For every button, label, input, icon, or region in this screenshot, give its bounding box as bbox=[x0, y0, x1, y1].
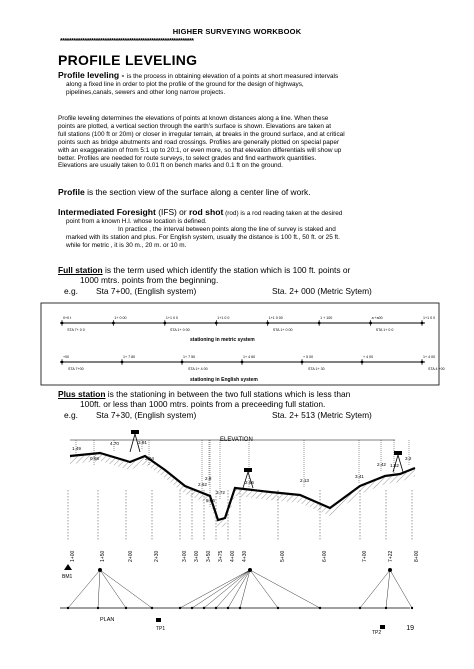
station-bottom-label: STA 1+ 0 0 bbox=[375, 328, 394, 332]
rod-reading: 1.62 bbox=[390, 463, 399, 468]
station-top-label: 1+ 4 00 bbox=[423, 355, 436, 359]
profile-definition bbox=[58, 188, 418, 198]
plan-station-point bbox=[385, 607, 387, 609]
plus-station-definition bbox=[58, 390, 418, 409]
plan-sight-ray bbox=[98, 570, 100, 608]
station-bottom-label: STA 1+ 0 00 bbox=[272, 328, 293, 332]
page-number: 19 bbox=[406, 625, 414, 632]
plan-sight-rays bbox=[64, 564, 413, 629]
rod-reading: 2.62 bbox=[198, 482, 207, 487]
profile-plan-figure bbox=[40, 420, 430, 650]
plan-mark-tp2: TP2 bbox=[372, 630, 382, 636]
station-top-label: + 4 00 bbox=[363, 355, 374, 359]
running-header: HIGHER SURVEYING WORKBOOK bbox=[172, 27, 302, 36]
plan-label: PLAN bbox=[100, 617, 115, 623]
profile-station-label: 2+00 bbox=[128, 550, 134, 562]
plan-station-point bbox=[411, 607, 413, 609]
ifs-definition bbox=[58, 208, 418, 250]
rod-readings bbox=[72, 440, 412, 508]
term-ifs: Intermediated Foresight bbox=[58, 207, 156, 217]
station-top-label: + 5 00 bbox=[303, 355, 314, 359]
plus-station-text-1: is the stationing in between the two full stations which is less than bbox=[105, 389, 351, 399]
station-labels bbox=[68, 490, 420, 562]
rod-reading: 0.68 bbox=[90, 456, 99, 461]
plan-sight-ray bbox=[100, 570, 152, 608]
stationing-figure bbox=[40, 302, 445, 386]
plan-station-point bbox=[125, 607, 127, 609]
plan-station-point bbox=[151, 607, 153, 609]
rod-reading: 2.42 bbox=[377, 462, 386, 467]
ifs-abbr: (IFS) or bbox=[155, 207, 189, 217]
station-top-label: 1+ 7 80 bbox=[123, 355, 136, 359]
paragraph-line: Elevations are usually taken to 0.01 ft on bench marks and 0.1 ft on the ground. bbox=[58, 162, 283, 170]
station-top-label: +00 bbox=[63, 355, 70, 359]
plan-sight-ray bbox=[250, 570, 278, 608]
station-top-label: 1+ 0 00 bbox=[114, 316, 127, 320]
plan-sight-ray bbox=[180, 570, 250, 608]
rod-reading: 3.2 bbox=[405, 456, 412, 461]
plan-station-point bbox=[277, 607, 279, 609]
rod-reading: 4.70 bbox=[110, 441, 119, 446]
plus-example-english: Sta 7+30, (English system) bbox=[96, 410, 197, 420]
full-station-text-1: is the term used which identify the station which is 100 ft. points or bbox=[102, 265, 351, 275]
plan-sight-ray bbox=[390, 570, 412, 608]
plan-station-point bbox=[67, 607, 69, 609]
profile-station-label: 3+75 bbox=[218, 550, 224, 562]
paragraph-line: points such as bridge abutments and road crossings. Profiles are generally plotted on special paper bbox=[58, 138, 339, 146]
rod-reading: 2.04 bbox=[145, 456, 154, 461]
rod-reading: 2.8 bbox=[205, 476, 212, 481]
profile-station-label: 7+22 bbox=[388, 550, 394, 562]
station-bottom-label: STA 7+ 0 0 bbox=[67, 328, 85, 332]
rod-reading: 2.13 bbox=[300, 478, 309, 483]
english-ticks bbox=[61, 355, 445, 371]
plan-sight-ray bbox=[386, 570, 390, 608]
rod-reading: 3.41 bbox=[355, 474, 364, 479]
instrument-2 bbox=[243, 468, 253, 488]
def-text-1: is the process in obtaining elevation of a points at short measured intervals bbox=[126, 73, 339, 80]
term-profile-leveling: Profile leveling bbox=[58, 70, 120, 80]
plan-station-point bbox=[319, 607, 321, 609]
page-title: PROFILE LEVELING bbox=[58, 52, 198, 68]
plan-station-point bbox=[215, 607, 217, 609]
profile-station-label: 7+00 bbox=[362, 550, 368, 562]
plan-station-point bbox=[97, 607, 99, 609]
paragraph-line: points are plotted, a vertical section through the earth's surface is shown. Elevations are taken at bbox=[58, 122, 331, 130]
plan-station-point bbox=[239, 607, 241, 609]
ground-hatch bbox=[70, 453, 415, 528]
profile-station-label: 4+00 bbox=[230, 550, 236, 562]
profile-station-label: 3+00 bbox=[182, 550, 188, 562]
plus-example-metric: Sta. 2+ 513 (Metric Sytem) bbox=[272, 410, 372, 420]
header-separator: ************************************************************ bbox=[60, 38, 194, 45]
plan-station-point bbox=[179, 607, 181, 609]
plan-sight-ray bbox=[360, 570, 390, 608]
paragraph-line: Profile leveling determines the elevations of points at known distances along a line. When these bbox=[58, 115, 329, 122]
def-text-3: pipelines,canals, sewers and other long narrow projects. bbox=[66, 88, 226, 96]
station-top-label: 1+1 0 0 bbox=[165, 316, 178, 320]
plan-sight-ray bbox=[68, 570, 100, 608]
ifs-text-2: point from a known H.I. whose location is defined. bbox=[66, 217, 207, 225]
plan-station-point bbox=[227, 607, 229, 609]
ifs-text-4: marked with its station and plus. For English system, usually the distance is 100 ft., 50 ft. or 25 ft. bbox=[66, 233, 340, 241]
profile-station-label: 1+00 bbox=[70, 550, 76, 562]
profile-def-text: is the section view of the surface along a center line of work. bbox=[84, 187, 311, 197]
tp1-marker bbox=[156, 618, 161, 622]
station-bottom-label: STA 1+ 0 00 bbox=[170, 328, 190, 332]
instrument-3 bbox=[393, 451, 403, 472]
term-full-station: Full station bbox=[58, 265, 103, 275]
metric-ticks bbox=[61, 316, 435, 332]
station-bottom-label: STA 1+ 30 bbox=[308, 367, 325, 371]
eg-label: e.g. bbox=[64, 286, 78, 296]
rod-reading: 1.49 bbox=[72, 446, 81, 451]
term-rod-shot: rod shot bbox=[188, 207, 224, 217]
station-top-label: 1 + 100 bbox=[320, 316, 333, 320]
station-bottom-label: STA 4 +00 bbox=[428, 367, 445, 371]
profile-station-label: 5+00 bbox=[280, 550, 286, 562]
station-bottom-label: STA 7+00 bbox=[68, 367, 84, 371]
rod-reading: 3.91 bbox=[138, 440, 147, 445]
profile-station-label: 1+50 bbox=[100, 550, 106, 562]
plan-sight-ray bbox=[100, 570, 126, 608]
rod-reading: 3.72 bbox=[216, 490, 225, 495]
rod-reading: 2.56 bbox=[245, 480, 254, 485]
paragraph-line: with an exaggeration of from 5:1 up to 20:1, or even more, so that elevation differentials will show up bbox=[58, 146, 342, 154]
paragraph-line: full stations (100 ft or 20m) or closer in irregular terrain, at breaks in the ground surface, and at critical bbox=[58, 130, 345, 138]
term-plus-station: Plus station bbox=[58, 389, 106, 399]
term-dash: - bbox=[119, 70, 127, 80]
def-text-2: along a fixed line in order to plot the profile of the ground for the design of highways, bbox=[66, 80, 304, 88]
profile-station-label: 6+00 bbox=[322, 550, 328, 562]
station-bottom-label: STA 1+ 4 00 bbox=[188, 367, 208, 371]
plan-sight-ray bbox=[204, 570, 250, 608]
station-top-label: 1+1 0 0 bbox=[217, 316, 230, 320]
profile-leveling-definition bbox=[58, 72, 418, 97]
metric-caption: stationing in metric system bbox=[190, 337, 255, 343]
plan-station-point bbox=[203, 607, 205, 609]
profile-leveling-paragraph bbox=[58, 115, 418, 170]
plan-mark-tp1: TP1 bbox=[156, 626, 166, 632]
paragraph-line: better. Profiles are needed for route surveys, to select grades and find earthwork quantities. bbox=[58, 154, 317, 162]
full-station-text-2: 1000 mtrs. points from the beginning. bbox=[80, 274, 219, 285]
plan-sight-ray bbox=[250, 570, 320, 608]
station-top-label: 1+1 0 00 bbox=[268, 316, 283, 320]
station-top-label: 1+ 4 60 bbox=[243, 355, 256, 359]
rod-reading: 8.06 bbox=[206, 498, 215, 503]
plan-station-point bbox=[359, 607, 361, 609]
elevation-label: ELEVATION bbox=[220, 437, 253, 443]
plan-station-point bbox=[191, 607, 193, 609]
station-top-label: 1+ 7 50 bbox=[183, 355, 196, 359]
profile-station-label: 2+30 bbox=[154, 550, 160, 562]
station-top-label: 1+1 0 0 bbox=[423, 316, 436, 320]
tp2-marker bbox=[380, 625, 385, 629]
station-top-label: a +a00 bbox=[371, 316, 383, 320]
ifs-text-5: while for metric , it is 30 m., 20 m. or 10 m. bbox=[66, 241, 187, 249]
station-top-label: 0+0 t bbox=[63, 316, 72, 320]
example-english: Sta 7+00, (English system) bbox=[96, 286, 197, 296]
full-station-definition bbox=[58, 266, 418, 285]
example-metric: Sta. 2+ 000 (Metric Sytem) bbox=[272, 286, 372, 296]
profile-station-label: 4+30 bbox=[242, 550, 248, 562]
profile-station-label: 8+00 bbox=[414, 550, 420, 562]
plus-station-text-2: 100ft. or less than 1000 mtrs. points from a preceeding full station. bbox=[80, 398, 326, 409]
eg-label-2: e.g. bbox=[64, 410, 78, 420]
english-caption: stationing in English system bbox=[190, 377, 258, 383]
plan-mark-bm1: BM1 bbox=[62, 574, 73, 580]
term-profile: Profile bbox=[58, 187, 85, 197]
plan-sight-ray bbox=[228, 570, 250, 608]
profile-station-label: 3+00 bbox=[194, 550, 200, 562]
bm1-marker bbox=[64, 564, 72, 570]
profile-station-label: 3+50 bbox=[206, 550, 212, 562]
ifs-text-3: In practice , the interval between points along the line of survey is staked and bbox=[118, 225, 336, 233]
ifs-text-1: (rod) is a rod reading taken at the desired bbox=[223, 210, 343, 217]
